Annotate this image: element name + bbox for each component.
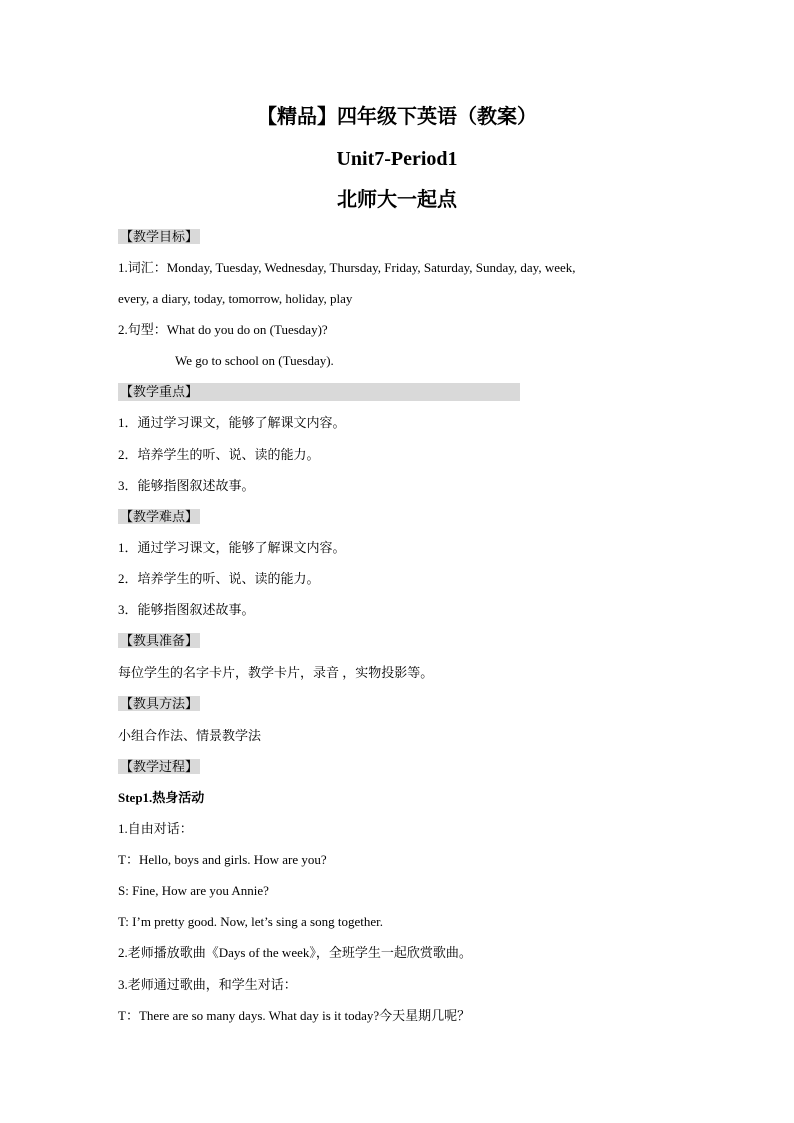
section-heading-label: 【教具方法】 [120,696,199,711]
section-heading-objectives [118,228,200,246]
document-title: 【精品】四年级下英语（教案） [257,106,537,128]
key-point-item: 3．能够指图叙述故事。 [118,478,255,493]
difficulty-item: 3．能够指图叙述故事。 [118,602,255,617]
section-heading-label: 【教具准备】 [120,633,199,648]
pattern-line-2: We go to school on (Tuesday). [175,353,334,368]
difficulty-item: 1．通过学习课文，能够了解课文内容。 [118,540,346,555]
section-heading-process [118,758,200,776]
step1-line: T：There are so many days. What day is it today?今天星期几呢？ [118,1008,471,1023]
section-heading-materials [118,632,200,650]
pattern-line-1: 2.句型：What do you do on (Tuesday)? [118,322,328,337]
section-heading-label: 【教学目标】 [120,229,199,244]
unit-title: Unit7-Period1 [336,148,458,170]
step1-line: 1.自由对话： [118,821,193,836]
section-heading-key-points [118,383,520,401]
publisher-title: 北师大一起点 [337,189,457,211]
difficulty-item: 2．培养学生的听、说、读的能力。 [118,571,320,586]
step1-line: S: Fine, How are you Annie? [118,883,269,898]
step1-line: T：Hello, boys and girls. How are you? [118,852,327,867]
step1-title: Step1.热身活动 [118,790,205,805]
methods-text: 小组合作法、情景教学法 [118,728,262,743]
section-heading-label: 【教学过程】 [120,759,199,774]
section-heading-label: 【教学难点】 [120,509,199,524]
key-point-item: 1．通过学习课文，能够了解课文内容。 [118,415,346,430]
materials-text: 每位学生的名字卡片，教学卡片，录音 ，实物投影等。 [118,665,434,680]
section-heading-difficulties [118,508,200,526]
section-heading-methods [118,695,200,713]
vocab-line-2: every, a diary, today, tomorrow, holiday, play [118,291,353,306]
step1-line: 2.老师播放歌曲《Days of the week》，全班学生一起欣赏歌曲。 [118,945,472,960]
step1-line: T: I’m pretty good. Now, let’s sing a song together. [118,914,383,929]
section-heading-label: 【教学重点】 [118,383,520,401]
vocab-line-1: 1.词汇：Monday, Tuesday, Wednesday, Thursday, Friday, Saturday, Sunday, day, week, [118,260,576,275]
step1-line: 3.老师通过歌曲，和学生对话： [118,977,297,992]
key-point-item: 2．培养学生的听、说、读的能力。 [118,447,320,462]
